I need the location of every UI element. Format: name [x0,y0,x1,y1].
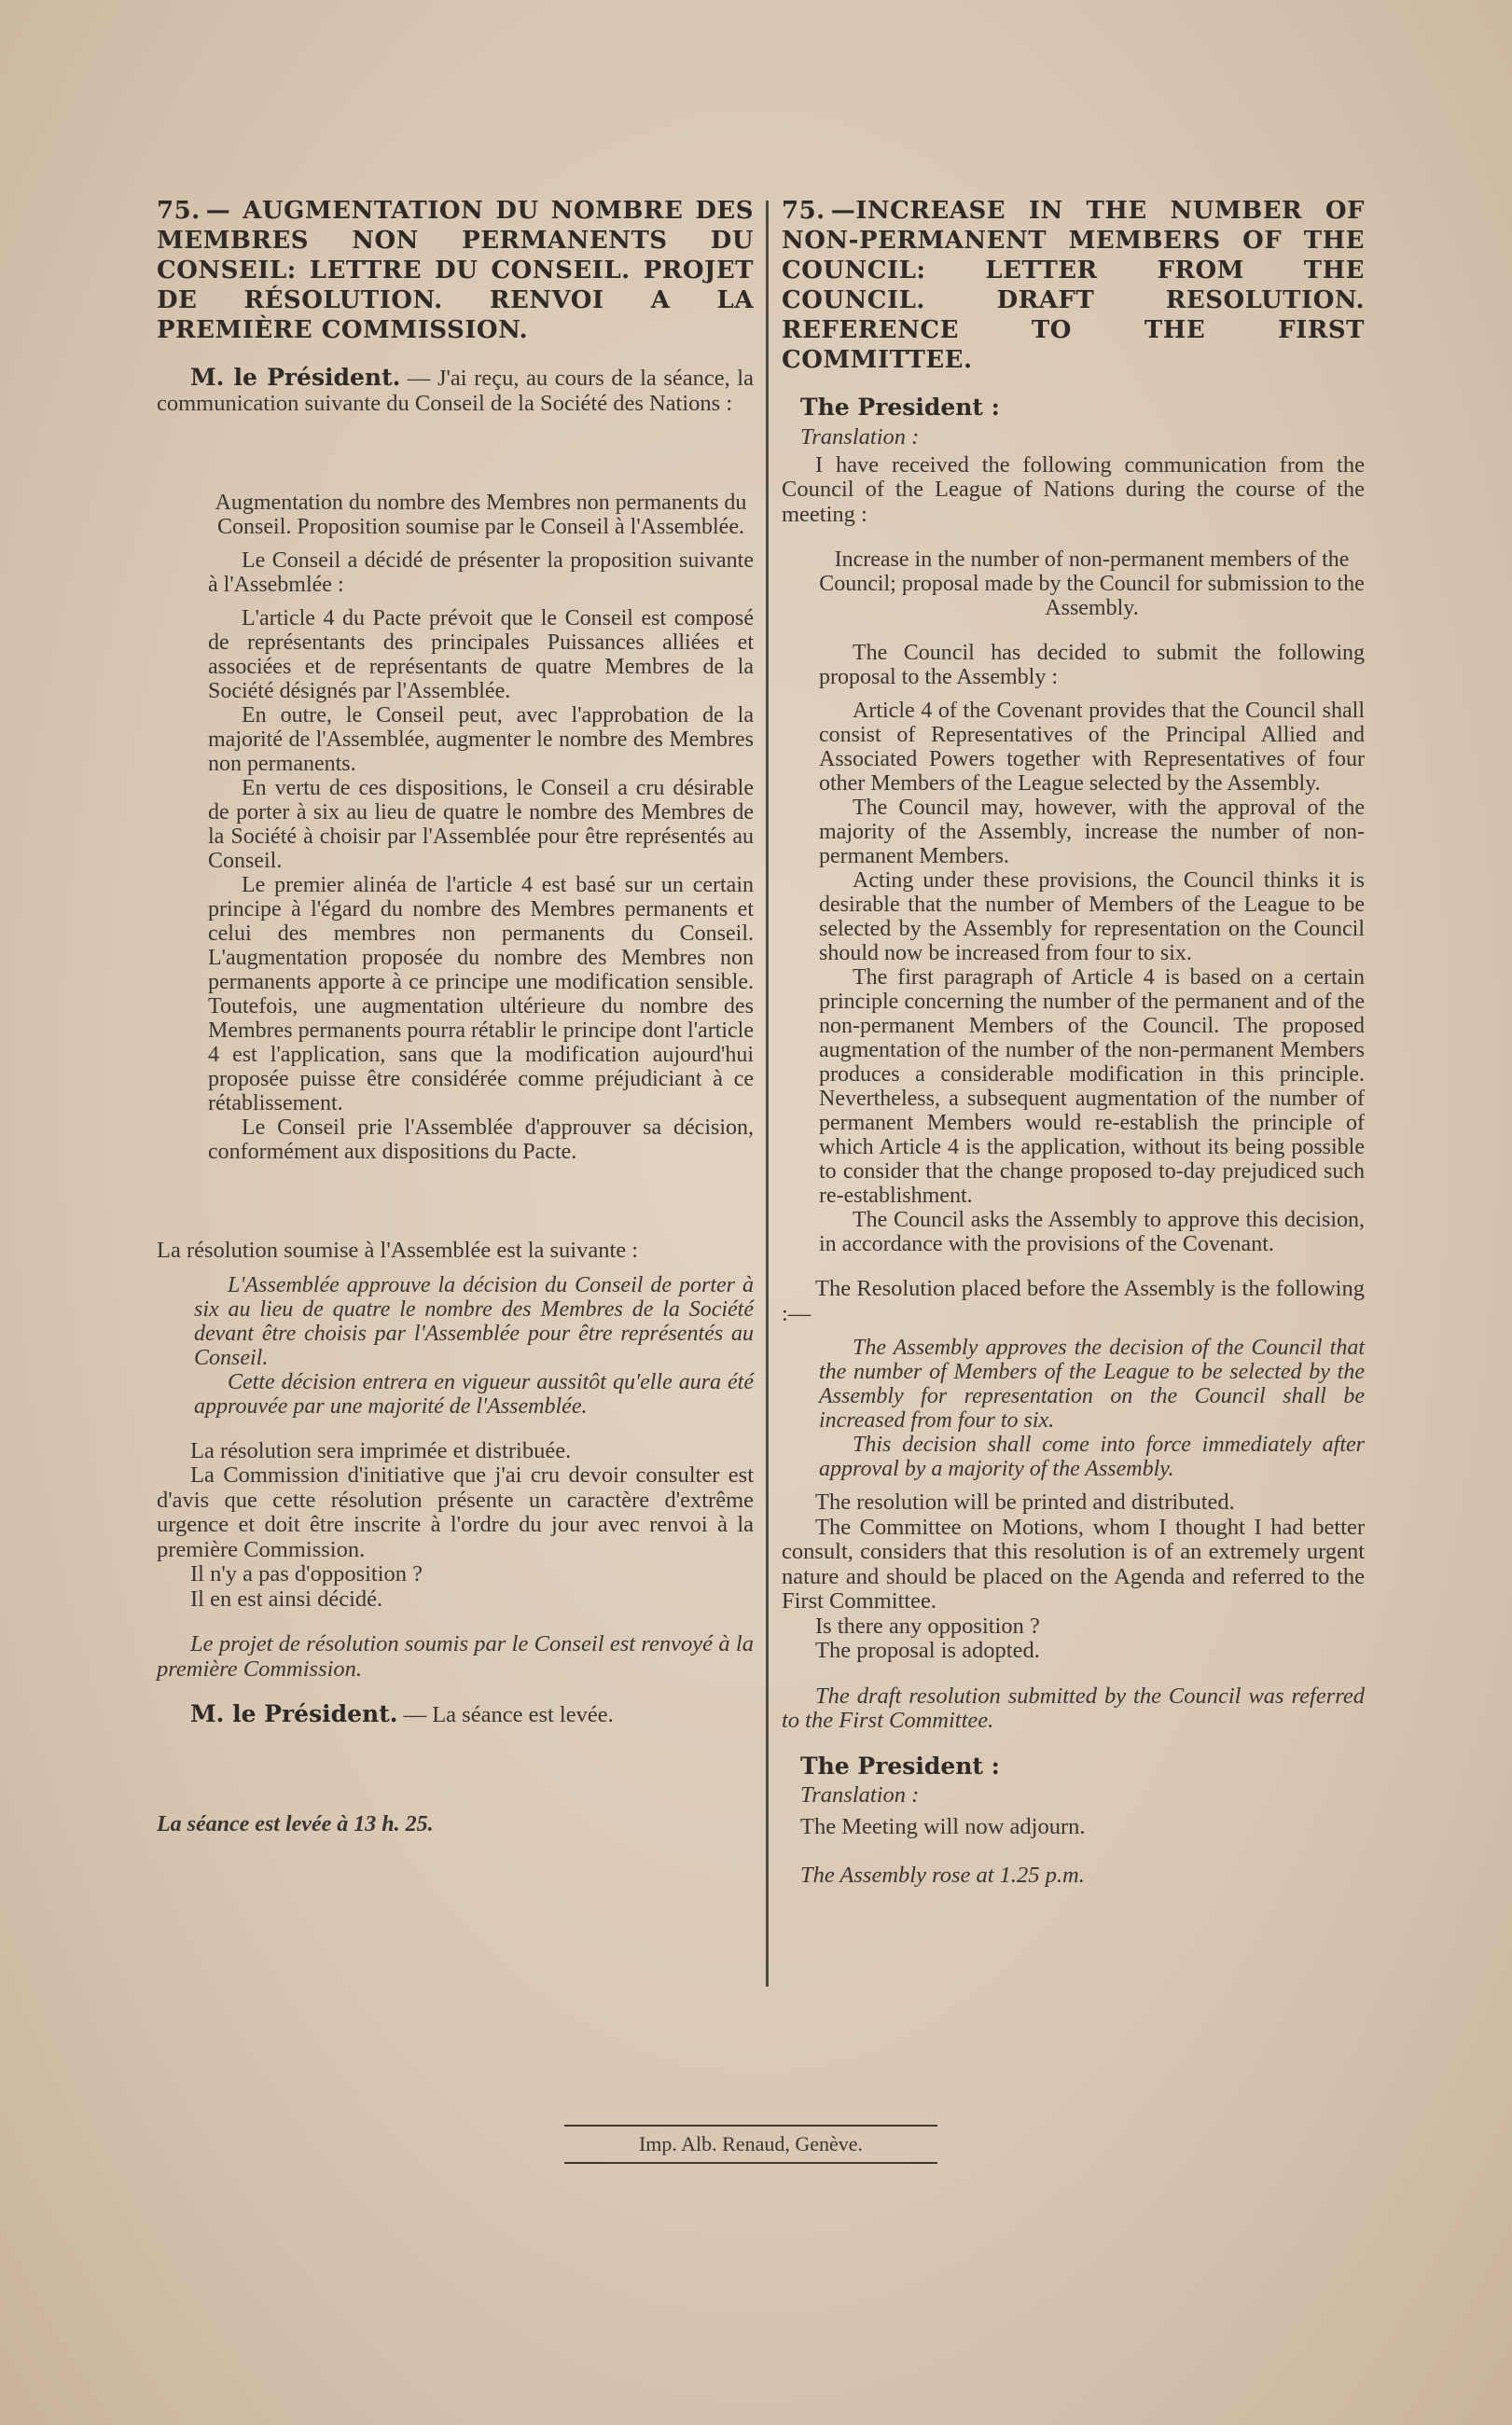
english-adjourn: The Meeting will now adjourn. [800,1814,1086,1839]
french-letter-paragraph: L'article 4 du Pacte prévoit que le Conseil est composé de représentants des principales Puissances alliées et associées et de représentants de quatre Membres de la Société désignés par l'Assemblée. [208,606,754,703]
english-closing-time: The Assembly rose at 1.25 p.m. [800,1863,1085,1888]
french-letter-paragraph: Le premier alinéa de l'article 4 est basé sur un certain principe à l'égard du nombre des Membres permanents et celui des membres non permanents du Conseil. L'augmentation proposée du nombre des Membres non permanents apporte à ce principe une modification sensible. Toutefois, une augmentation ultérieure du nombre des Membres permanents pourra rétablir le principe dont l'article 4 est l'application, sans que la modification aujourd'hui proposée puisse être considérée comme préjudiciant à ce rétablissement. [208,873,754,1116]
english-translation-note: Translation : [800,423,920,450]
english-speaker-line [782,395,1365,422]
english-letter-paragraph: The Council may, however, with the approval of the majority of the Assembly, increase the number of non-permanent Members. [819,796,1365,868]
french-statement: La résolution sera imprimée et distribuée. [190,1437,572,1463]
french-heading-text: — AUGMENTATION DU NOMBRE DES MEMBRES NON PERMANENTS DU CONSEIL: LETTRE DU CONSEIL. PROJET DE RÉSOLUTION. RENVOI A LA PREMIÈRE COMMISSION. [157,197,754,344]
french-letter-paragraph: Le Conseil prie l'Assemblée d'approuver sa décision, conformément aux dispositions du Pacte. [208,1116,754,1164]
french-statement: La Commission d'initiative que j'ai cru devoir consulter est d'avis que cette résolution présente un caractère d'extrême urgence et doit être inscrite à l'ordre du jour avec renvoi à la première Commission. [157,1462,754,1562]
printer-imprint: Imp. Alb. Renaud, Genève. [638,2132,864,2155]
french-letter-paragraph: Le Conseil a décidé de présenter la proposition suivante à l'Assebmlée : [208,548,754,597]
english-statement: The Committee on Motions, whom I thought I had better consult, considers that this resolution is of an extremely urgent nature and should be placed on the Agenda and referred to the First Committee. [782,1514,1365,1614]
french-intro-text: — J'ai reçu, au cours de la séance, la communication suivante du Conseil de la Société des Nations : [157,366,754,416]
french-intro [157,366,754,416]
french-statement: Il en est ainsi décidé. [190,1586,383,1612]
footer-rule-bottom [564,2162,937,2164]
english-resolution-text: The Assembly approves the decision of the Council that the number of Members of the League to be selected by the Assembly for representation on the Council shall be increased from four to six. [819,1336,1365,1433]
french-referral: Le projet de résolution soumis par le Conseil est renvoyé à la première Commission. [157,1631,754,1682]
french-resolution-text: L'Assemblée approuve la décision du Conseil de porter à six au lieu de quatre le nombre des Membres de la Société devant être choisis par l'Assemblée pour être représentés au Conseil. [194,1272,754,1370]
column-divider [766,201,769,1987]
english-statement: The resolution will be printed and distributed. [815,1490,1235,1515]
french-closing-time: La séance est levée à 13 h. 25. [157,1811,434,1836]
french-speaker: M. le Président. [190,1700,398,1727]
english-heading [782,196,1365,375]
footer-rule-top [564,2125,937,2127]
english-column [782,196,1365,1889]
french-resolution [157,1273,754,1419]
english-heading-text: —INCREASE IN THE NUMBER OF NON-PERMANENT MEMBERS OF THE COUNCIL: LETTER FROM THE COUNCIL. DRAFT RESOLUTION. REFERENCE TO THE FIRST COMMITTEE. [782,197,1365,374]
french-letter-paragraph: En vertu de ces dispositions, le Conseil a cru désirable de porter à six au lieu de quatre le nombre des Membres de la Société à choisir par l'Assemblée pour être représentés au Conseil. [208,776,754,873]
french-council-letter [157,491,754,1164]
english-statement: Is there any opposition ? [815,1613,1040,1639]
french-heading [157,196,754,345]
english-letter-paragraph: Acting under these provisions, the Council thinks it is desirable that the number of Members of the League to be selected by the Assembly for representation on the Council should now be increased from four to six. [819,868,1365,965]
english-resolution-intro: The Resolution placed before the Assembly is the following :— [782,1276,1365,1326]
english-resolution-text: This decision shall come into force immediately after approval by a majority of the Assembly. [819,1433,1365,1481]
english-letter-paragraph: The first paragraph of Article 4 is based on a certain principle concerning the number of the permanent and of the non-permanent Members of the Council. The proposed augmentation of the number of the non-permanent Members produces a considerable modification in this principle. Nevertheless, a subsequent augmentation of the number of permanent Members would re-establish the principle of which Article 4 is the application, without its being possible to consider that the change proposed to-day prejudiced such re-establishment. [819,965,1365,1208]
english-letter-paragraph: The Council has decided to submit the following proposal to the Assembly : [819,641,1365,689]
french-statement: Il n'y a pas d'opposition ? [190,1561,423,1587]
french-column [157,196,754,1836]
english-speaker: The President : [800,1752,1000,1780]
french-resolution-intro: La résolution soumise à l'Assemblée est la suivante : [157,1238,639,1263]
english-council-letter [782,547,1365,1256]
french-adjourn [157,1702,754,1728]
french-heading-number: 75. [157,197,201,225]
english-translation-note: Translation : [800,1782,920,1808]
english-speaker: The President : [800,394,1000,421]
french-speaker: M. le Président. [190,364,401,391]
french-resolution-text: Cette décision entrera en vigueur aussitôt qu'elle aura été approuvée par une majorité de l'Assemblée. [194,1369,754,1419]
french-letter-paragraph: En outre, le Conseil peut, avec l'approbation de la majorité de l'Assemblée, augmenter le nombre des Membres non permanents. [208,703,754,776]
english-heading-number: 75. [782,197,825,225]
french-letter-title: Augmentation du nombre des Membres non permanents du Conseil. Proposition soumise par le Conseil à l'Assemblée. [215,491,747,539]
english-letter-paragraph: The Council asks the Assembly to approve this decision, in accordance with the provisions of the Covenant. [819,1208,1365,1256]
english-statement: The proposal is adopted. [815,1638,1040,1663]
english-letter-title: Increase in the number of non-permanent members of the Council; proposal made by the Council for submission to the Assembly. [819,547,1365,620]
english-referral: The draft resolution submitted by the Council was referred to the First Committee. [782,1683,1365,1733]
english-speaker-line [782,1754,1365,1781]
english-letter-paragraph: Article 4 of the Covenant provides that the Council shall consist of Representatives of the Principal Allied and Associated Powers together with Representatives of four other Members of the League selected by the Assembly. [819,699,1365,796]
english-intro: I have received the following communication from the Council of the League of Nations during the course of the meeting : [782,451,1365,527]
french-adjourn-text: — La séance est levée. [397,1702,614,1727]
english-resolution [782,1336,1365,1481]
